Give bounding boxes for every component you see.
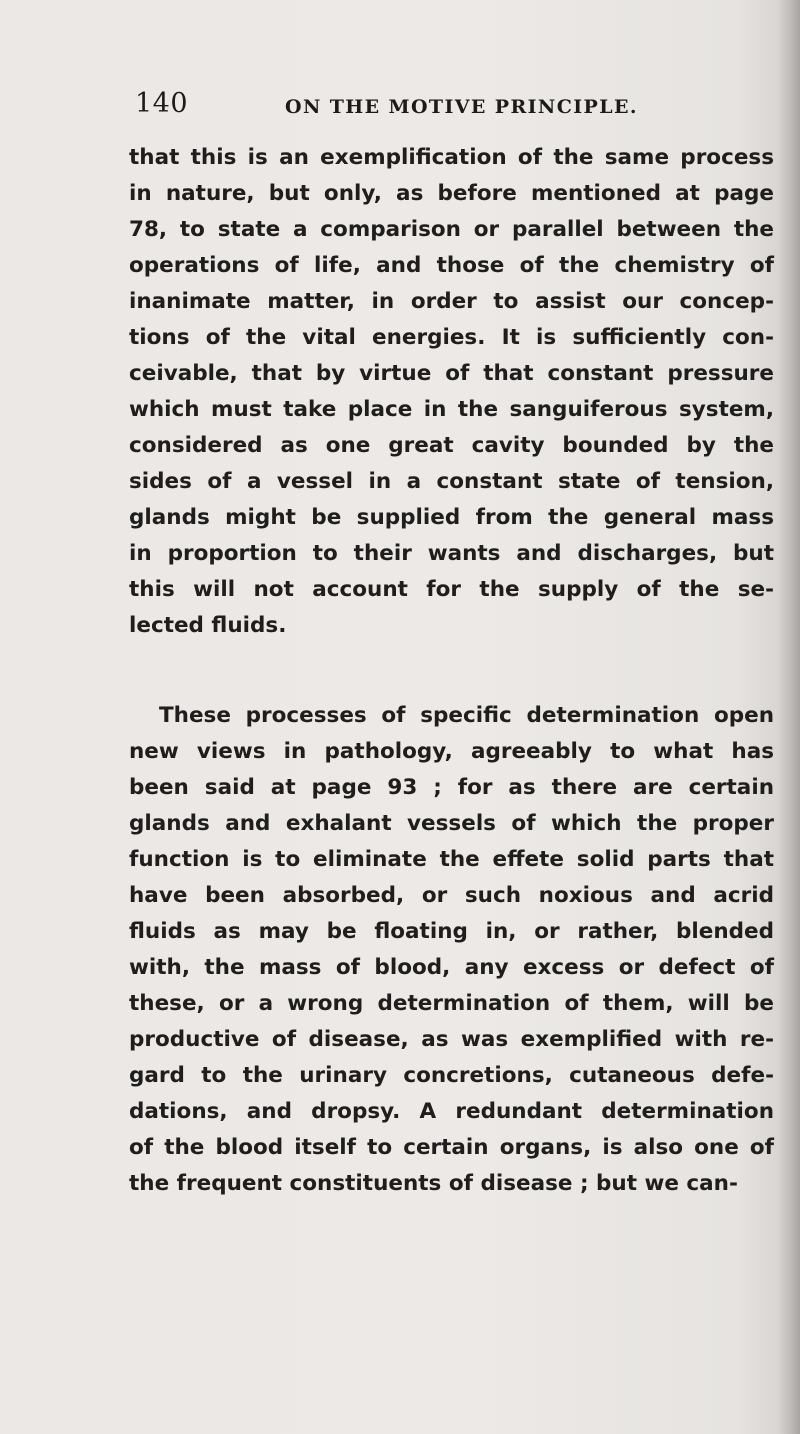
paragraph-2: [129, 698, 774, 1202]
text-line: these, or a wrong determination of them, will be: [129, 991, 774, 1016]
text-line: considered as one great cavity bounded by the: [129, 433, 774, 458]
text-line: which must take place in the sanguiferous system,: [129, 397, 774, 422]
page-header: [123, 86, 683, 126]
text-line: in proportion to their wants and discharges, but: [129, 541, 774, 566]
text-line: productive of disease, as was exemplified with re-: [129, 1027, 774, 1052]
text-line: 78, to state a comparison or parallel between the: [129, 217, 774, 242]
text-line: These processes of specific determination open: [159, 703, 774, 728]
text-line: with, the mass of blood, any excess or defect of: [129, 955, 774, 980]
paragraph-1: [129, 140, 774, 644]
text-line: the frequent constituents of disease ; but we can-: [129, 1171, 738, 1196]
text-line: glands might be supplied from the general mass: [129, 505, 774, 530]
text-line: tions of the vital energies. It is sufficiently con-: [129, 325, 774, 350]
text-line: sides of a vessel in a constant state of tension,: [129, 469, 774, 494]
text-line: this will not account for the supply of the se-: [129, 577, 774, 602]
text-line: function is to eliminate the effete solid parts that: [129, 847, 774, 872]
text-line: fluids as may be floating in, or rather, blended: [129, 919, 774, 944]
text-line: inanimate matter, in order to assist our concep-: [129, 289, 774, 314]
running-head: ON THE MOTIVE PRINCIPLE.: [285, 96, 638, 118]
page-number: 140: [135, 88, 189, 119]
text-line: operations of life, and those of the chemistry of: [129, 253, 774, 278]
page-edge-shadow: [778, 0, 800, 1434]
text-line: ceivable, that by virtue of that constant pressure: [129, 361, 774, 386]
text-line: of the blood itself to certain organs, is also one of: [129, 1135, 774, 1160]
text-line: in nature, but only, as before mentioned at page: [129, 181, 774, 206]
text-line: gard to the urinary concretions, cutaneous defe-: [129, 1063, 774, 1088]
text-line: dations, and dropsy. A redundant determination: [129, 1099, 774, 1124]
text-line: new views in pathology, agreeably to what has: [129, 739, 774, 764]
text-line: glands and exhalant vessels of which the proper: [129, 811, 774, 836]
text-line: lected fluids.: [129, 613, 287, 638]
text-line: been said at page 93 ; for as there are certain: [129, 775, 774, 800]
text-line: that this is an exemplification of the same process: [129, 145, 774, 170]
text-line: have been absorbed, or such noxious and acrid: [129, 883, 774, 908]
